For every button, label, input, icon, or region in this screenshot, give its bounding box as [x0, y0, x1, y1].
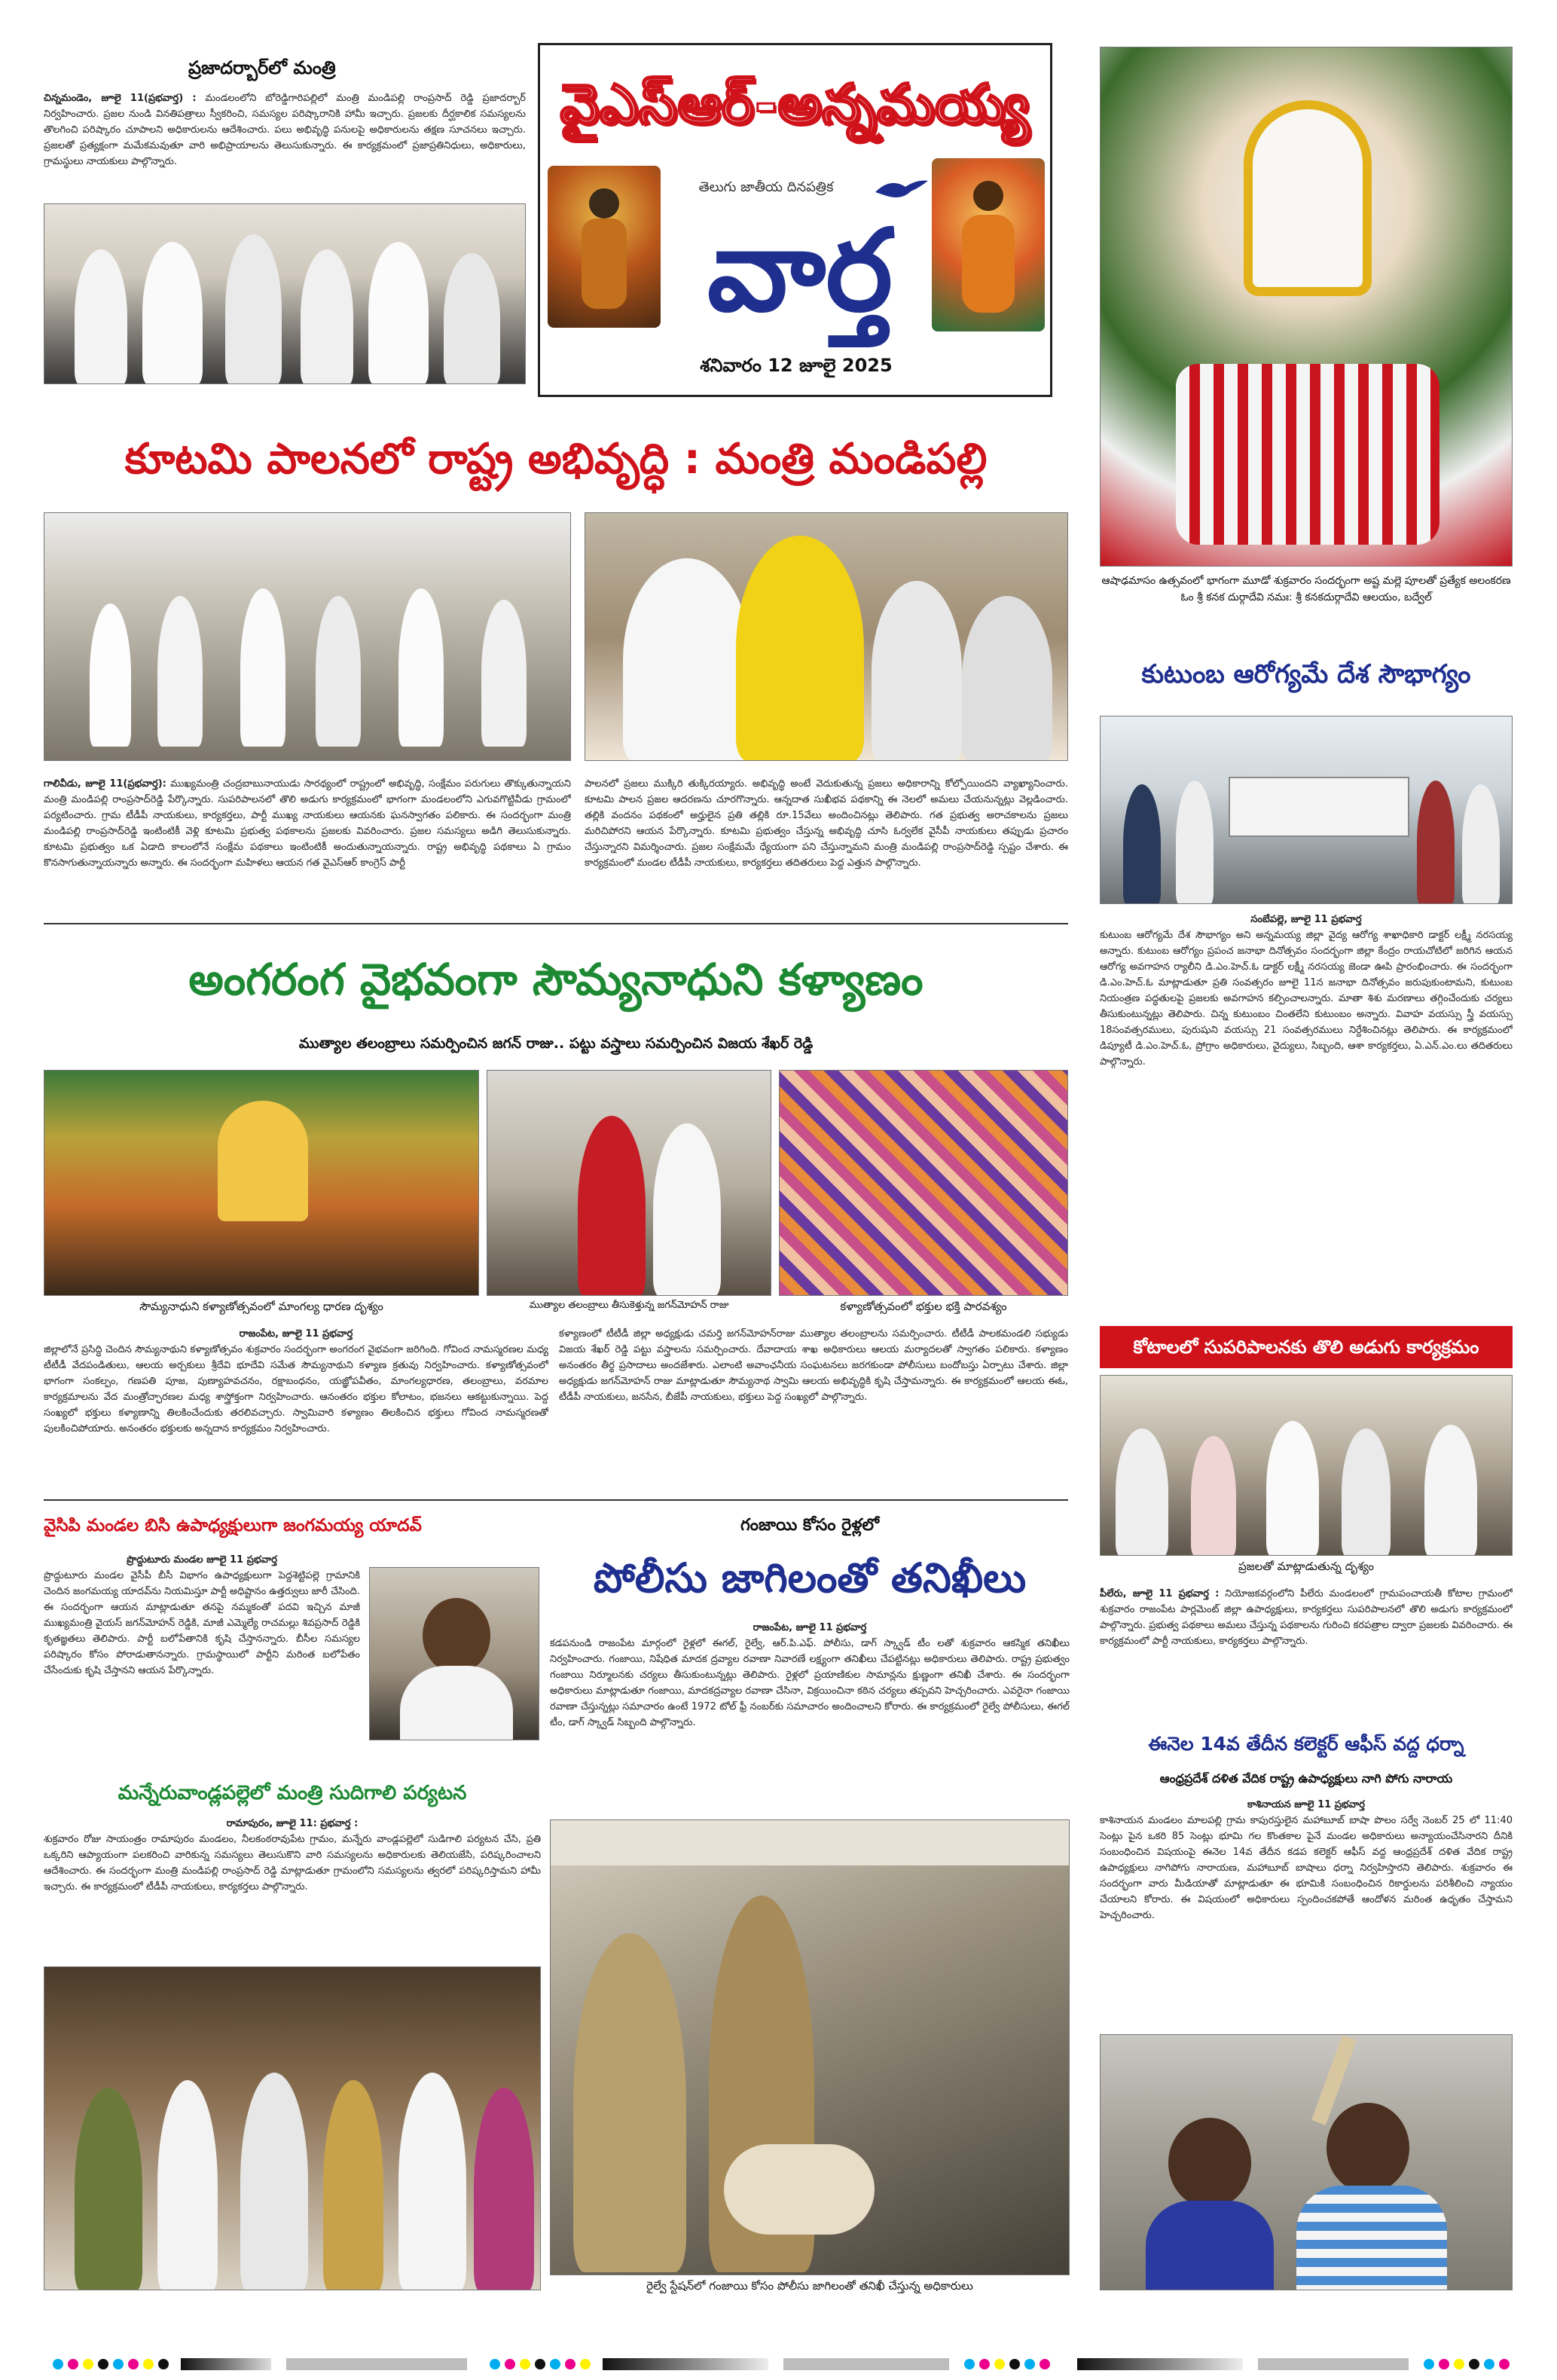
police-kicker: గంజాయి కోసం రైళ్లలో [740, 1516, 880, 1535]
lead-body-left-text: ముఖ్యమంత్రి చంద్రబాబునాయుడు సారథ్యంలో రాష్ట్రంలో అభివృద్ధి, సంక్షేమం పరుగులు తొక్కుతున్నాయని మంత్రి మండిపల్లి రాంప్రసాద్‌రెడ్డి పేర్కొన్నారు. సుపరిపాలనలో తొలి అడుగు కార్యక్రమంలో భాగంగా మండలంలోని ఎగువగొట్టివీడు గ్రామంలో పర్యటించారు. గ్రామ టీడీపీ నాయకులు, కార్యకర్తలు, పార్టీ ముఖ్య నాయకులు ఆయనకు ఘనస్వాగతం పలికారు. ఈ సందర్భంగా మంత్రి మండిపల్లి రాంప్రసాద్‌రెడ్డి ఇంటింటికీ వెళ్లి కూటమి ప్రభుత్వ పథకాలను ప్రజలకు వివరించారు. ప్రజల సమస్యలు అడిగి తెలుసుకున్నారు. కూటమి ప్రభుత్వం ఒక ఏడాది కాలంలోనే సంక్షేమ పథకాలు ఇంటింటికీ అందుతున్నాయన్నారు. రాష్ట్ర అభివృద్ధి పథకాలు ఏ గ్రామం కొనసాగుతున్నాయన్నారు అన్నారు. ఈ సందర్భంగా మహిళలు ఆయన గత వైఎస్ఆర్ కాంగ్రెస్ పార్టీ [44, 778, 571, 869]
sugaali-headline: మన్నేరువాండ్లపల్లెలో మంత్రి సుదిగాలి పర్యటన [118, 1782, 467, 1804]
suparipalana-headline: కోటాలలో సుపరిపాలనకు తొలి అడుగు కార్యక్రమం [1100, 1326, 1513, 1368]
temple-photo [1100, 47, 1513, 567]
kalyanam-body-left [44, 1326, 548, 1492]
kalyanam-caption-1: సౌమ్యనాధుని కళ్యాణోత్సవంలో మాంగల్య ధారణ దృశ్యం [139, 1300, 383, 1313]
health-headline: కుటుంబ ఆరోగ్యమే దేశ సౌభాగ్యం [1141, 659, 1471, 689]
divider-kalyanam [44, 923, 1068, 924]
dharna-subhead: ఆంధ్రప్రదేశ్ దళిత వేదిక రాష్ట్ర ఉపాధ్యక్షులు నాగి పోగు నారాయ [1159, 1771, 1453, 1786]
masthead-dove-icon [872, 173, 932, 203]
dharna-body [1100, 1797, 1513, 2023]
health-photo [1100, 716, 1513, 904]
masthead-deity-left-image [548, 166, 661, 328]
health-dateline: సంబేపల్లె, జూలై 11 ప్రభవార్త [1250, 914, 1362, 925]
dharna-dateline: కాశినాయన జూలై 11 ప్రభవార్త [1247, 1799, 1366, 1810]
suparipalana-photo [1100, 1375, 1513, 1556]
police-dateline: రాజంపేట, జూలై 11 ప్రభవార్త [753, 1622, 867, 1633]
suparipalana-caption: ప్రజలతో మాట్లాడుతున్న దృశ్యం [1238, 1560, 1375, 1573]
sugaali-body-text: శుక్రవారం రోజు సాయంత్రం రామాపురం మండలం, నీలకంఠరావుపేట గ్రామం, మన్నేరు వాండ్లపల్లెలో సుడిగాలి పర్యటన చేసి, ప్రతి ఒక్కరిని ఆప్యాయంగా పలకరించి వారికున్న సమస్యలు తెలుసుకొని వారి సమస్యలను అధికారులకు తెలియజేసి, పరిష్కరించాలని ఆదేశించారు. ఈ సందర్భంగా మంత్రి మండిపల్లి రాంప్రసాద్ రెడ్డి మాట్లాడుతూ గ్రామంలోని సమస్యలను త్వరలో పరిష్కరిస్తామని హామీ ఇచ్చారు. ఈ కార్యక్రమంలో టీడీపీ నాయకులు, కార్యకర్తలు పాల్గొన్నారు. [44, 1834, 541, 1893]
masthead-brand: వార్త [707, 206, 893, 337]
temple-caption: ఆషాఢమాసం ఉత్సవంలో భాగంగా మూడో శుక్రవారం సందర్భంగా అష్ట మల్లె పూలతో ప్రత్యేక అలంకరణ ఓం శ్రీ కనక దుర్గాదేవి నమః: శ్రీ కనకదుర్గాదేవి ఆలయం, బద్వేల్ [1101, 575, 1511, 603]
suparipalana-body [1100, 1586, 1513, 1722]
police-headline: పోలీసు జాగిలంతో తనిఖీలు [593, 1554, 1027, 1602]
suparipalana-body-text: నియోజకవర్గంలోని పీలేరు మండలంలో గ్రామపంచాయతీ కోటాల గ్రామంలో శుక్రవారం రాజంపేట పార్లమెంట్ జిల్లా ఉపాధ్యక్షులు, కార్యకర్తలు సుపరిపాలనలో తొలి అడుగు కార్యక్రమంలో పాల్గొన్నారు. ప్రభుత్వ పథకాలు అమలు చేస్తున్న పథకాలను గురించి కరపత్రాల ద్వారా ప్రజలకు వివరించారు. ఈ కార్యక్రమంలో పార్టీ నాయకులు, కార్యకర్తలు పాల్గొన్నారు. [1100, 1588, 1513, 1647]
lead-photo-minister [585, 512, 1068, 761]
lead-headline: కూటమి పాలనలో రాష్ట్ర అభివృద్ధి : మంత్రి మండిపల్లి [124, 435, 988, 484]
masthead-deity-right-image [932, 158, 1045, 331]
police-body-text: కడపనుండి రాజంపేట మార్గంలో రైళ్లలో ఈగల్, రైల్వే, ఆర్.పి.ఎఫ్. పోలీసు, డాగ్ స్క్వాడ్ టీం లతో శుక్రవారం ఆకస్మిక తనిఖీలు నిర్వహించారు. గంజాయి, నిషేధిత మాదక ద్రవ్యాల రవాణా నివారణే లక్ష్యంగా తనిఖీలు చేపట్టినట్లు అధికారులు తెలిపారు. రాష్ట్ర ప్రభుత్వం గంజాయి నిర్మూలనకు చర్యలు తీసుకుంటున్నట్లు తెలిపారు. రైళ్లలో ప్రయాణికుల సామాన్లను క్షుణ్ణంగా తనిఖీ చేశారు. ఈ సందర్భంగా అధికారులు మాట్లాడుతూ గంజాయి, మాదకద్రవ్యాల రవాణా చేసినా, విక్రయించినా కఠిన చర్యలు తప్పవని హెచ్చరించారు. ఎవరైనా గంజాయి రవాణా చేస్తున్నట్లు సమాచారం ఉంటే 1972 టోల్ ఫ్రీ నంబర్‌కు సమాచారం అందించాలని కోరారు. ఈ కార్యక్రమంలో రైల్వే పోలీసులు, ఈగల్ టీం, డాగ్ స్క్వాడ్ సిబ్బంది పాల్గొన్నారు. [550, 1638, 1070, 1728]
health-body [1100, 912, 1513, 1311]
masthead-title-bar [540, 45, 1050, 158]
kalyanam-body-right: కళ్యాణంలో టీటీడీ జిల్లా అధ్యక్షుడు చమర్తి జగన్‌మోహన్‌రాజు ముత్యాల తలంబ్రాలను సమర్పించారు. టీటీడీ పాలకమండలి సభ్యుడు విజయ శేఖర్ రెడ్డి పట్టు వస్త్రాలను సమర్పించారు. దేవాదాయ శాఖ అధికారులు ఆలయ మర్యాదలతో స్వాగతం పలికారు. కళ్యాణం అనంతరం తీర్థ ప్రసాదాలు అందజేశారు. ఎలాంటి అవాంఛనీయ సంఘటనలు జరగకుండా పోలీసులు బందోబస్తు ఏర్పాటు చేశారు. జిల్లా అధ్యక్షుడు జగన్‌మోహన్ రాజు మాట్లాడుతూ సౌమ్యనాథ స్వామి ఆలయ అభివృద్ధికి కృషి చేస్తామన్నారు. ఈ కార్యక్రమంలో ఆలయ ఈఓ, టీడీపీ నాయకులు, జనసేన, బీజేపీ నాయకులు, భక్తులు పెద్ద సంఖ్యలో పాల్గొన్నారు. [559, 1328, 1068, 1403]
praja-headline: ప్రజాదర్బార్‌లో మంత్రి [188, 57, 336, 78]
kalyanam-dateline: రాజంపేట, జూలై 11 ప్రభవార్త [239, 1328, 353, 1340]
masthead-tagline: తెలుగు జాతీయ దినపత్రిక [698, 179, 834, 195]
health-body-text: కుటుంబ ఆరోగ్యమే దేశ సౌభాగ్యం అని అన్నమయ్య జిల్లా వైద్య ఆరోగ్య శాఖాధికారి డాక్టర్ లక్ష్మీ నరసయ్య అన్నారు. కుటుంబ ఆరోగ్యం ప్రపంచ జనాభా దినోత్సవం సందర్భంగా జిల్లా కేంద్రం రాయచోటిలో జరిగిన ఆయన ఆరోగ్య అవగాహన ర్యాలీని డి.ఎం.హెచ్.ఓ డాక్టర్ లక్ష్మీ నరసయ్య జెండా ఊపి ప్రారంభించారు. ఈ సందర్భంగా డి.ఎం.హెచ్.ఓ మాట్లాడుతూ ప్రతి సంవత్సరం జూలై 11న జనాభా దినోత్సవం జరుపుకుంటామని, కుటుంబ నియంత్రణ పద్ధతులపై ప్రజలకు అవగాహన కల్పించాలన్నారు. మాతా శిశు మరణాలు తగ్గించేందుకు చర్యలు తీసుకుంటున్నట్లు తెలిపారు. చిన్న కుటుంబం చింతలేని కుటుంబం అన్నారు. వివాహ వయస్సు స్త్రీ వయస్సు 18సంవత్సరములు, పురుషుని వయస్సు 21 సంవత్సరములు నిర్దేశించినట్లు తెలిపారు. ఈ కార్యక్రమంలో డిప్యూటీ డి.ఎం.హెచ్.ఓ, ప్రోగ్రాం అధికారులు, వైద్యులు, సిబ్బంది, ఆశా కార్యకర్తలు, ఏ.ఎన్.ఎం.లు తదితరులు పాల్గొన్నారు. [1100, 930, 1513, 1068]
praja-dateline: చిన్నమండెం, జూలై 11(ప్రభవార్త) : [44, 93, 197, 104]
dharna-body-text: కాశినాయన మండలం మాలపల్లి గ్రామ కాపురస్తులైన మహాబూబ్ బాషా పొలం సర్వే నెంబర్ 25 లో 11:40 సెంట్లు పైన ఒకరి 85 సెంట్లు భూమి గల కొంతకాల పైనే మండల అధికారులు అన్యాయంచేసినారని దీనికి సంబంధించిన విషయంపై ఈనెల 14వ తేదీన కడప కలెక్టర్ ఆఫీస్ వద్ద ఆంధ్రప్రదేశ్ దళిత వేదిక రాష్ట్ర ఉపాధ్యక్షులు నాగిపోగు నారాయణ, మహాబూబ్ బాషాలు ధర్నా నిర్వహిస్తారని తెలిపారు. శుక్రవారం ఈ సందర్భంగా వారు మీడియాతో మాట్లాడుతూ ఈ భూమికి సంబంధించిన రికార్డులను పరిశీలించి న్యాయం చేయాలని కోరారు. ఈ విషయంలో అధికారులు స్పందించకపోతే ఆందోళన మరింత ఉధృతం చేస్తామని హెచ్చరించారు. [1100, 1815, 1513, 1921]
lead-dateline: గాలివీడు, జూలై 11(ప్రభవార్త): [44, 778, 166, 790]
dharna-headline: ఈనెల 14వ తేదీన కలెక్టర్ ఆఫీస్ వద్ద ధర్నా [1148, 1733, 1464, 1755]
bc-headline: వైసిపి మండల బిసి ఉపాధ్యక్షులుగా జంగమయ్య యాదవ్ [44, 1516, 422, 1535]
sugaali-dateline: రామాపురం, జూలై 11: ప్రభవార్త : [226, 1818, 359, 1829]
kalyanam-caption-2: ముత్యాల తలంబ్రాలు తీసుకెళ్తున్న జగన్‌మోహన్ రాజు [529, 1300, 729, 1311]
bc-body [44, 1552, 360, 1770]
kalyanam-photo-2 [487, 1070, 771, 1296]
kalyanam-headline: అంగరంగ వైభవంగా సౌమ్యనాధుని కళ్యాణం [188, 954, 924, 1005]
masthead [538, 43, 1052, 397]
bc-photo [369, 1567, 539, 1740]
praja-body-text: మండలంలోని బోరెడ్డిగారిపల్లిలో మంత్రి మండిపల్లి రాంప్రసాద్ రెడ్డి ప్రజాదర్బార్ నిర్వహించారు. ప్రజల నుండి వినతిపత్రాలు స్వీకరించి, సమస్యల పరిష్కారానికి హామీ ఇచ్చారు. ప్రజలకు దీర్ఘకాలిక సమస్యలను తొలగించి పరిష్కారం చూపాలని అధికారులను ఆదేశించారు. పలు అభివృద్ధి పనులపై అధికారులను తక్షణ సూచనలు ఇచ్చారు. ప్రజలతో ప్రత్యక్షంగా మమేకమవుతూ వారి అభిప్రాయాలను తెలుసుకున్నారు. ఈ కార్యక్రమంలో ప్రజాప్రతినిధులు, అధికారులు, గ్రామస్థులు నాయకులు పాల్గొన్నారు. [44, 93, 526, 167]
masthead-date: శనివారం 12 జూలై 2025 [700, 355, 893, 376]
suparipalana-dateline: పీలేరు, జూలై 11 ప్రభవార్త : [1100, 1588, 1220, 1599]
lead-body-right: పాలనలో ప్రజలు ముక్కిరి తుక్కిరయ్యారు. అభివృద్ధి అంటే వెదుకుతున్న ప్రజలు అధికారాన్ని కోల్పోయిందని వ్యాఖ్యానించారు. కూటమి పాలన ప్రజల ఆదరణను చూరగొన్నారు. ఆన్నదాత సుఖీభవ పథకాన్ని ఈ నెలలో అమలు చేయనున్నట్లు వెల్లడించారు. తల్లికి వందనం పథకంలో అర్హులైన ప్రతి తల్లికి రూ.15వేలు అందించినట్లు తెలిపారు. గత ప్రభుత్వ అరాచకాలను ప్రజలు మరిచిపోరని ఆయన పేర్కొన్నారు. కూటమి ప్రభుత్వం చేస్తున్న అభివృద్ధి చూసి ఓర్వలేక వైసీపీ నాయకులు తప్పుడు ప్రచారం చేస్తున్నారని విమర్శించారు. ప్రజల సంక్షేమమే ధ్యేయంగా పని చేస్తున్నామని మంత్రి మండిపల్లి రాంప్రసాద్‌రెడ్డి స్పష్టం చేశారు. ఈ కార్యక్రమంలో మండల టీడీపీ నాయకులు, కార్యకర్తలు తదితరులు పెద్ద ఎత్తున పాల్గొన్నారు. [585, 778, 1068, 869]
kalyanam-subhead: ముత్యాల తలంబ్రాలు సమర్పించిన జగన్ రాజు.. పట్టు వస్త్రాలు సమర్పించిన విజయ శేఖర్ రెడ్డి [298, 1035, 814, 1052]
lead-photo-rally [44, 512, 571, 761]
police-body [550, 1620, 1070, 1816]
kalyanam-photo-1 [44, 1070, 479, 1296]
kalyanam-photo-3 [779, 1070, 1068, 1296]
sugaali-photo [44, 1966, 541, 2290]
praja-photo [44, 203, 526, 384]
police-caption: రైల్వే స్టేషన్‌లో గంజాయి కోసం పోలీసు జాగిలంతో తనిఖీ చేస్తున్న అధికారులు [646, 2279, 973, 2293]
kalyanam-caption-3: కళ్యాణోత్సవంలో భక్తుల భక్తి పారవశ్యం [840, 1300, 1007, 1313]
dharna-photo [1100, 2034, 1513, 2290]
sugaali-body [44, 1816, 541, 1959]
bc-body-text: ప్రొద్దుటూరు మండల వైసీపీ బీసీ విభాగం ఉపాధ్యక్షులుగా పెద్దశెట్టిపల్లె గ్రామానికి చెందిన జంగమయ్య యాదవ్‌ను నియమిస్తూ పార్టీ అధిష్టానం ఉత్తర్వులు జారీ చేసింది. ఈ సందర్భంగా ఆయన మాట్లాడుతూ తనపై నమ్మకంతో పదవి ఇచ్చిన మాజీ ముఖ్యమంత్రి వైయస్ జగన్‌మోహన్ రెడ్డికి, మాజీ ఎమ్మెల్యే రాచమల్లు శివప్రసాద్ రెడ్డికి కృతజ్ఞతలు తెలిపారు. పార్టీ బలోపేతానికి కృషి చేస్తానన్నారు. బీసీల సమస్యల పరిష్కారం కోసం పోరాడుతానన్నారు. గ్రామస్థాయిలో పార్టీని మరింత బలోపేతం చేసేందుకు కృషి చేస్తానని ఆయన పేర్కొన్నారు. [44, 1570, 360, 1676]
divider-lower [44, 1499, 1068, 1501]
kalyanam-body-left-text: జిల్లాలోనే ప్రసిద్ధి చెందిన సౌమ్యనాథుని కళ్యాణోత్సవం శుక్రవారం సందర్భంగా అంగరంగ వైభవంగా జరిగింది. గోవింద నామస్మరణల మధ్య టీటీడీ వేదపండితులు, ఆలయ అర్చకులు శ్రీదేవి భూదేవి సమేత సౌమ్యనాథుని కళ్యాణ క్రతువు నిర్వహించారు. కళ్యాణోత్సవంలో భాగంగా సంకల్పం, గణపతి పూజ, పుణ్యాహవచనం, రక్షాబంధనం, యజ్ఞోపవీతం, మాంగల్యధారణ, తలంబ్రాలు, వరమాల కార్యక్రమాలను వేద మంత్రోచ్ఛారణల మధ్య శాస్త్రోక్తంగా నిర్వహించారు. ఆనంతరం భక్తుల కోలాటం, భజనలు ఆకట్టుకున్నాయి. పెద్ద సంఖ్యలో భక్తులు కళ్యాణాన్ని తిలకించేందుకు తరలివచ్చారు. స్వామివారి కళ్యాణం తిలకించిన భక్తులు గోవింద నామస్మరణతో పులకించిపోయారు. అనంతరం భక్తులకు అన్నదాన కార్యక్రమం నిర్వహించారు. [44, 1344, 548, 1434]
praja-body [44, 90, 526, 196]
bc-dateline: ప్రొద్దుటూరు మండల జూలై 11 ప్రభవార్త [127, 1554, 277, 1566]
police-photo [550, 1819, 1070, 2275]
lead-body-left [44, 776, 571, 912]
masthead-title: వైఎస్ఆర్-అన్నమయ్య [560, 72, 1030, 136]
